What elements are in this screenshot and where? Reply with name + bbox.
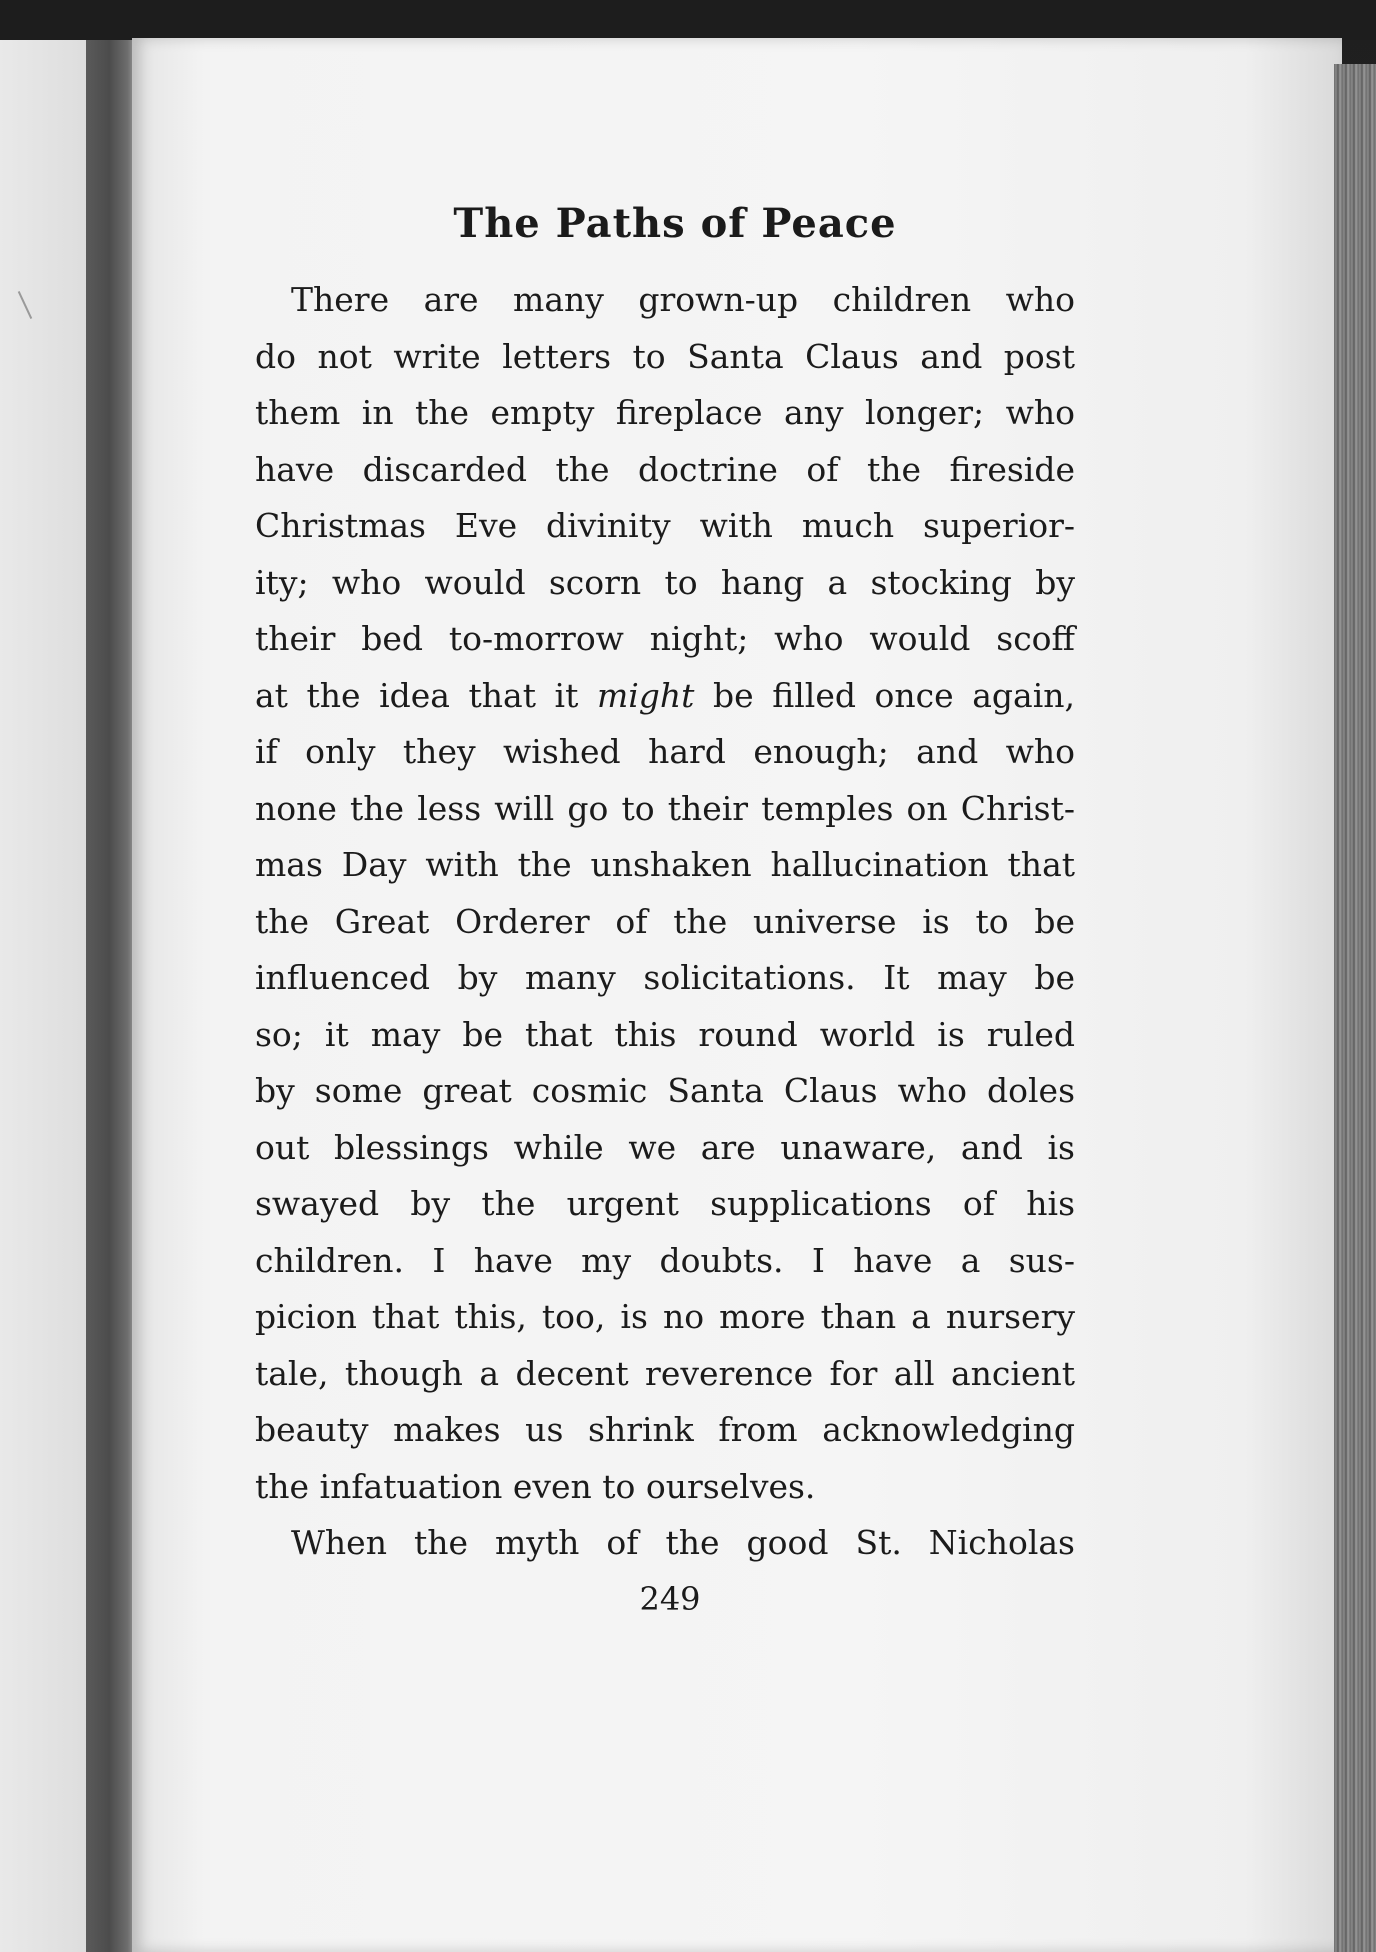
text-line: mas Day with the unshaken hallucination that xyxy=(255,845,1075,884)
text-line: their bed to-morrow night; who would scoff xyxy=(255,619,1075,658)
text-line-with-italic xyxy=(255,668,1075,725)
text-line: beauty makes us shrink from acknowledging xyxy=(255,1410,1075,1449)
text-line: swayed by the urgent supplications of his xyxy=(255,1184,1075,1223)
text-line: When the myth of the good St. Nicholas xyxy=(291,1523,1075,1562)
text-line: picion that this, too, is no more than a nursery xyxy=(255,1297,1075,1336)
text-line: by some great cosmic Santa Claus who doles xyxy=(255,1071,1075,1110)
book-binding xyxy=(86,40,138,1952)
page-text xyxy=(255,196,1075,1572)
paragraph-2 xyxy=(255,1515,1075,1572)
page-edges xyxy=(1334,64,1376,1952)
text-line: Christmas Eve divinity with much superior- xyxy=(255,506,1075,545)
italic-word: might xyxy=(596,675,695,715)
text-line: do not write letters to Santa Claus and post xyxy=(255,336,1075,376)
page-mark xyxy=(18,291,32,319)
text-line: influenced by many solicitations. It may be xyxy=(255,958,1075,997)
text-line: There are many grown-up children who xyxy=(291,280,1075,319)
text-line: if only they wished hard enough; and who xyxy=(255,732,1075,771)
running-head: The Paths of Peace xyxy=(453,200,897,247)
text-line: so; it may be that this round world is ruled xyxy=(255,1014,1075,1054)
text-line: ity; who would scorn to hang a stocking by xyxy=(255,562,1075,602)
text-line: them in the empty fireplace any longer; who xyxy=(255,393,1075,432)
page-number: 249 xyxy=(639,1580,701,1618)
paragraph-1 xyxy=(255,272,1075,1515)
text-line: out blessings while we are unaware, and is xyxy=(255,1127,1075,1167)
text-segment: at the idea that it xyxy=(255,675,597,715)
text-line: none the less will go to their temples on Christ- xyxy=(255,788,1075,828)
text-segment: be filled once again, xyxy=(694,675,1076,715)
scan-background xyxy=(0,0,1376,40)
text-line: have discarded the doctrine of the fireside xyxy=(255,449,1075,489)
text-line: the infatuation even to ourselves. xyxy=(255,1466,816,1506)
text-line: tale, though a decent reverence for all ancient xyxy=(255,1353,1075,1393)
text-line: children. I have my doubts. I have a sus- xyxy=(255,1240,1075,1280)
text-line: the Great Orderer of the universe is to be xyxy=(255,901,1075,941)
